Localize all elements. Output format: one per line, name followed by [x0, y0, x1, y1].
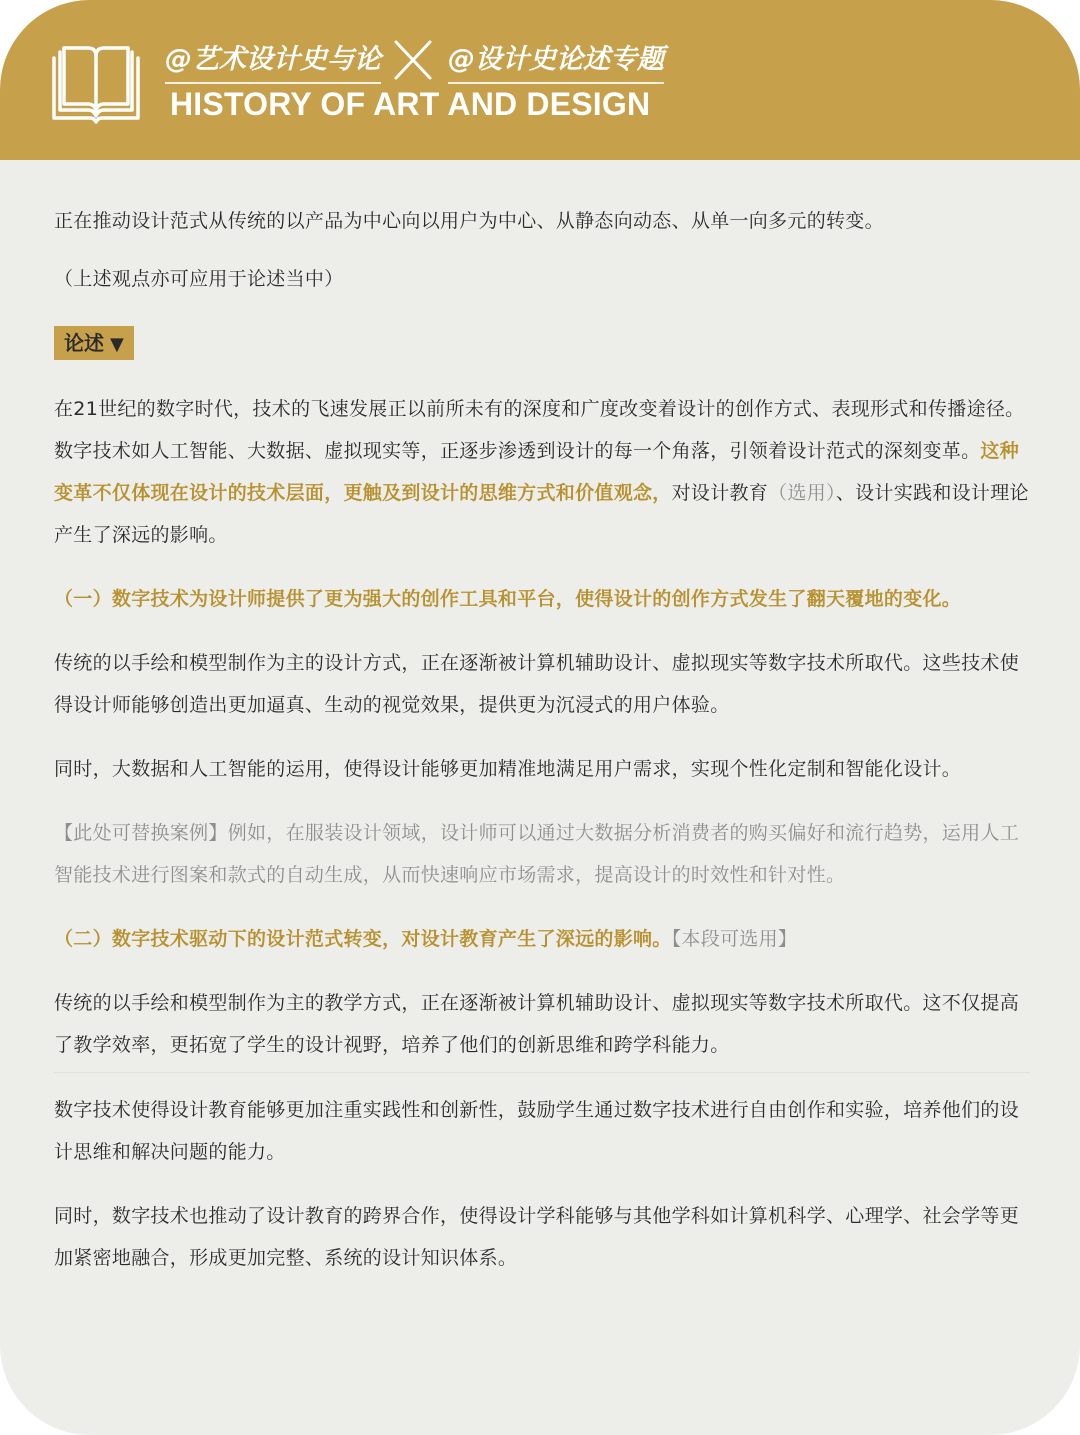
english-title: HISTORY OF ART AND DESIGN	[170, 86, 651, 122]
paragraph-design-methods: 传统的以手绘和模型制作为主的设计方式，正在逐渐被计算机辅助设计、虚拟现实等数字技术所取代。这些技术使得设计师能够创造出更加逼真、生动的视觉效果，提供更为沉浸式的用户体验。	[54, 652, 1020, 716]
section-heading-2-note: 【本段可选用】	[671, 928, 798, 950]
paragraph-example: 【此处可替换案例】例如，在服装设计领域，设计师可以通过大数据分析消费者的购买偏好和流行趋势，运用人工智能技术进行图案和款式的自动生成，从而快速响应市场需求，提高设计的时效性和针对性。	[54, 822, 1020, 886]
cross-icon	[392, 38, 434, 82]
discussion-text-c: 对设计教育	[671, 482, 769, 504]
discussion-paragraph	[54, 388, 1030, 556]
discussion-text-e: 、设计实践和设计理论产生了深远的影响。	[54, 482, 1029, 546]
tag-label: 论述	[64, 331, 104, 355]
paragraph-practice: 数字技术使得设计教育能够更加注重实践性和创新性，鼓励学生通过数字技术进行自由创作和实验，培养他们的设计思维和解决问题的能力。	[54, 1099, 1020, 1163]
account-handle-right: @设计史论述专题	[448, 42, 664, 84]
article-body	[54, 200, 1030, 1279]
intro-paragraph: 正在推动设计范式从传统的以产品为中心向以用户为中心、从静态向动态、从单一向多元的转变。	[54, 210, 884, 232]
discussion-highlight: 这种变革不仅体现在设计的技术层面，更触及到设计的思维方式和价值观念，	[54, 440, 1020, 504]
header-banner	[0, 0, 1080, 160]
paragraph-cross-discipline: 同时，数字技术也推动了设计教育的跨界合作，使得设计学科能够与其他学科如计算机科学、心理学、社会学等更加紧密地融合，形成更加完整、系统的设计知识体系。	[54, 1205, 1020, 1269]
paragraph-big-data-ai: 同时，大数据和人工智能的运用，使得设计能够更加精准地满足用户需求，实现个性化定制和智能化设计。	[54, 758, 962, 780]
open-book-icon	[50, 44, 142, 124]
paragraph-teaching-methods: 传统的以手绘和模型制作为主的教学方式，正在逐渐被计算机辅助设计、虚拟现实等数字技术所取代。这不仅提高了教学效率，更拓宽了学生的设计视野，培养了他们的创新思维和跨学科能力。	[54, 992, 1020, 1056]
section-heading-1: （一）数字技术为设计师提供了更为强大的创作工具和平台，使得设计的创作方式发生了翻天覆地的变化。	[54, 588, 962, 610]
section-tag	[54, 326, 134, 360]
account-handle-left: @艺术设计史与论	[165, 42, 381, 84]
note-paragraph: （上述观点亦可应用于论述当中）	[54, 268, 344, 290]
section-heading-2	[54, 918, 1030, 960]
discussion-text-a: 在21世纪的数字时代，技术的飞速发展正以前所未有的深度和广度改变着设计的创作方式、表现形式和传播途径。数字技术如人工智能、大数据、虚拟现实等，正逐步渗透到设计的每一个角落，引领着设计范式的深刻变革。	[54, 398, 1025, 462]
divider	[54, 1072, 1030, 1073]
discussion-optional: （选用）	[768, 482, 836, 504]
section-heading-2-text: （二）数字技术驱动下的设计范式转变，对设计教育产生了深远的影响。	[54, 928, 672, 950]
triangle-down-icon: ▼	[110, 334, 124, 355]
